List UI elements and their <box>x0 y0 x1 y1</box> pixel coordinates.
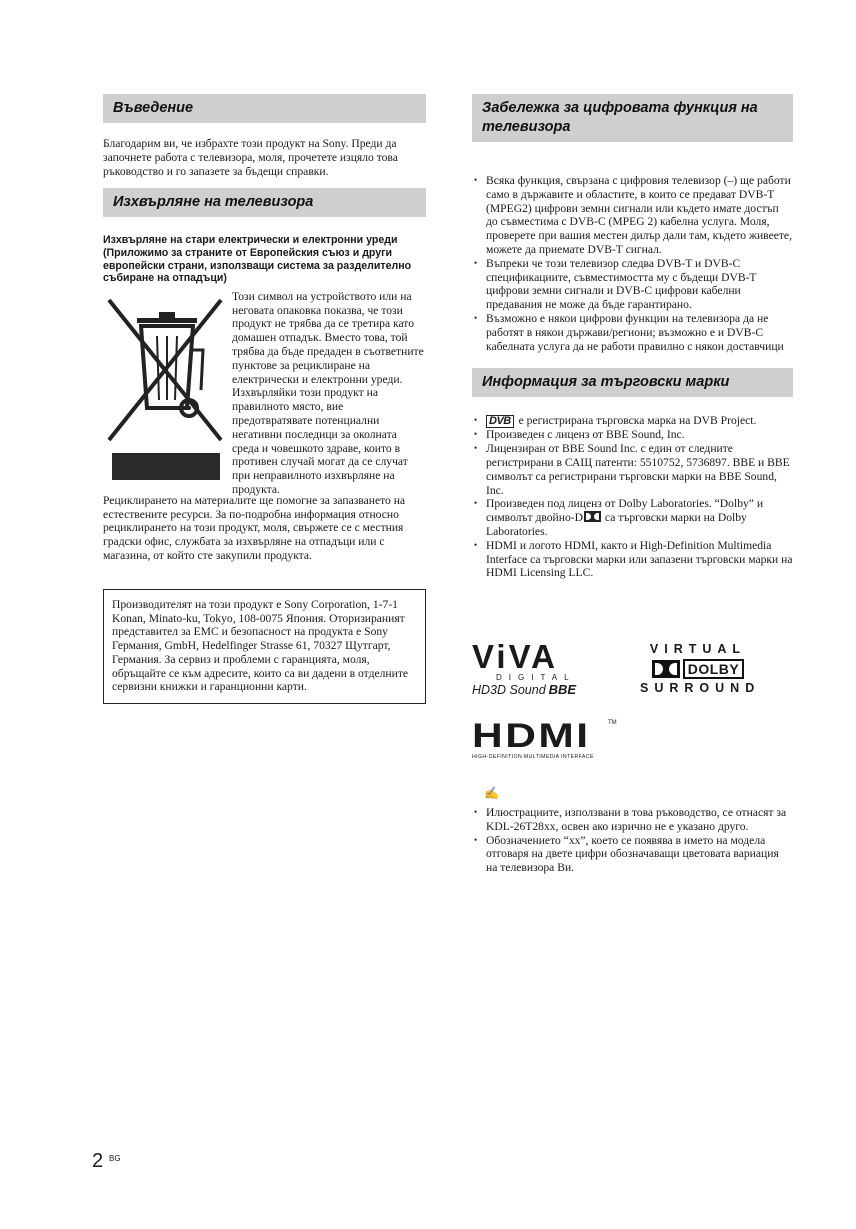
crossed-bin-icon <box>103 290 230 482</box>
intro-text: Благодарим ви, че избрахте този продукт на Sony. Преди да започнете работа с телевизора, моля, прочетете изцяло това ръководство и го запазете за бъдещи справки. <box>103 137 398 178</box>
intro-heading: Въведение <box>103 94 426 123</box>
dvb-logo: DVB <box>486 415 514 428</box>
double-d-icon <box>584 511 601 522</box>
trademark-dvb-text: е регистрирана търговска марка на DVB Project. <box>518 414 757 428</box>
recycling-text: Рециклирането на материалите ще помогне за запазването на естествените ресурси. За по-подробна информация относно рециклирането на този продукт, моля, свържете се с местния градски офис, службата за изхвърляне на отпадъци или с магазина, от който сте закупили продукта. <box>103 493 406 562</box>
dolby-logo <box>640 642 761 698</box>
disposal-subheading: Изхвърляне на стари електрически и електронни уреди (Приложимо за страните от Европейския съюз и други европейски страни, използващи система за разделително събиране на отпадъци) <box>103 234 412 285</box>
dolby-surround: SURROUND <box>640 681 761 695</box>
note-icon: ✍ <box>484 786 499 800</box>
trademark-dolby-text-pre: Произведен под лиценз от Dolby Laboratories. “Dolby” и символът двойно-D <box>486 497 764 525</box>
hdmi-logo <box>472 717 622 760</box>
list-item: • Възможно е някои цифрови функции на телевизора да не работят в някои държави/региони; възможно е и DVB-C кабелната услуга да не работи правилно с някои доставчици <box>472 312 793 353</box>
hdmi-sub: HIGH-DEFINITION MULTIMEDIA INTERFACE <box>472 754 594 760</box>
left-column <box>103 94 426 704</box>
list-item: • Всяка функция, свързана с цифровия телевизор (–) ще работи само в държавите и областите, в които се предават DVB-T (MPEG2) цифрови земни сигнали или където имате достъп до съвместима с DVB-C (MPEG 2) кабелна услуга. Моля, проверете при вашия местен дилър дали там, където живеете, можете да приемате DVB-T сигнал. <box>472 174 793 257</box>
page-language: BG <box>109 1154 121 1163</box>
list-item: • Произведен с лиценз от BBE Sound, Inc. <box>472 428 793 442</box>
hdmi-word: HDMI <box>472 717 591 755</box>
list-item <box>472 414 793 428</box>
viva-hd-sound <box>472 682 602 698</box>
viva-logo <box>472 640 602 698</box>
list-item: • HDMI и логото HDMI, както и High-Definition Multimedia Interface са търговски марки или запазени търговски марки на HDMI Licensing LLC. <box>472 539 793 580</box>
list-item <box>472 497 793 538</box>
weee-bar <box>112 453 220 480</box>
weee-section <box>103 290 426 497</box>
notes-list <box>472 806 793 875</box>
manufacturer-box <box>103 589 426 705</box>
trademark-heading: Информация за търговски марки <box>472 368 793 397</box>
dolby-word: DOLBY <box>683 659 745 679</box>
disposal-heading: Изхвърляне на телевизора <box>103 188 426 217</box>
viva-digital: DIGITAL <box>496 673 576 682</box>
viva-word: ViVA <box>472 638 558 675</box>
hdmi-tm: TM <box>608 720 617 726</box>
viva-hd-text: HD3D Sound <box>472 683 546 697</box>
list-item: • Въпреки че този телевизор следва DVB-T и DVB-C спецификациите, съвместимостта му с бъдещи DVB-T цифрови земни сигнали и DVB-C цифрови кабелни предавания не може да бъде гарантирано. <box>472 257 793 312</box>
right-column <box>472 94 793 580</box>
dolby-virtual: VIRTUAL <box>649 642 747 656</box>
digital-list <box>472 174 793 353</box>
logo-area <box>472 640 793 770</box>
page-number: 2 <box>92 1150 104 1172</box>
trademark-dolby-text-post: са търговски марки на Dolby Laboratories. <box>486 511 747 538</box>
digital-heading: Забележка за цифровата функция на телевизора <box>472 94 793 142</box>
bbe-logo: BBE <box>548 682 577 697</box>
notes <box>472 806 793 875</box>
list-item: • Обозначението “xx”, което се появява в името на модела отговаря на двете цифри обозначаващи цветовата вариация на телевизора Ви. <box>472 834 793 875</box>
list-item: • Лицензиран от BBE Sound Inc. с един от следните регистрирани в САЩ патенти: 5510752, 5736897. BBE и BBE символът са регистрирани търговски марки на BBE Sound, Inc. <box>472 442 793 497</box>
weee-text: Този символ на устройството или на неговата опаковка показва, че този продукт не трябва да се третира като домашен отпадък. Вместо това, той трябва да бъде предаден в съответните пунктове за рециклиране на електрически и електронни уреди. Изхвърляйки този продукт на правилното място, вие предотвратявате потенциални негативни последици за околната среда и човешкото здраве, които в противен случай могат да се случат при неправилното изхвърляне на продукта. <box>232 289 424 496</box>
manufacturer-text: Производителят на този продукт е Sony Corporation, 1-7-1 Konan, Minato-ku, Tokyo, 108-0075 Япония. Оторизираният представител за EMC и безопасност на продукта е Sony Германия, GmbH, Hedelfinger Strasse 61, 70327 Щутгарт, Германия. За сервиз и проблеми с гаранцията, моля, обръщайте се към адресите, които са ви дадени в отделните сервизни книжки и гаранционни карти. <box>112 597 409 694</box>
dolby-dd-icon <box>652 660 680 678</box>
trademark-list <box>472 414 793 580</box>
list-item: • Илюстрациите, използвани в това ръководство, се отнасят за KDL-26T28xx, освен ако изрично не е указано друго. <box>472 806 793 834</box>
